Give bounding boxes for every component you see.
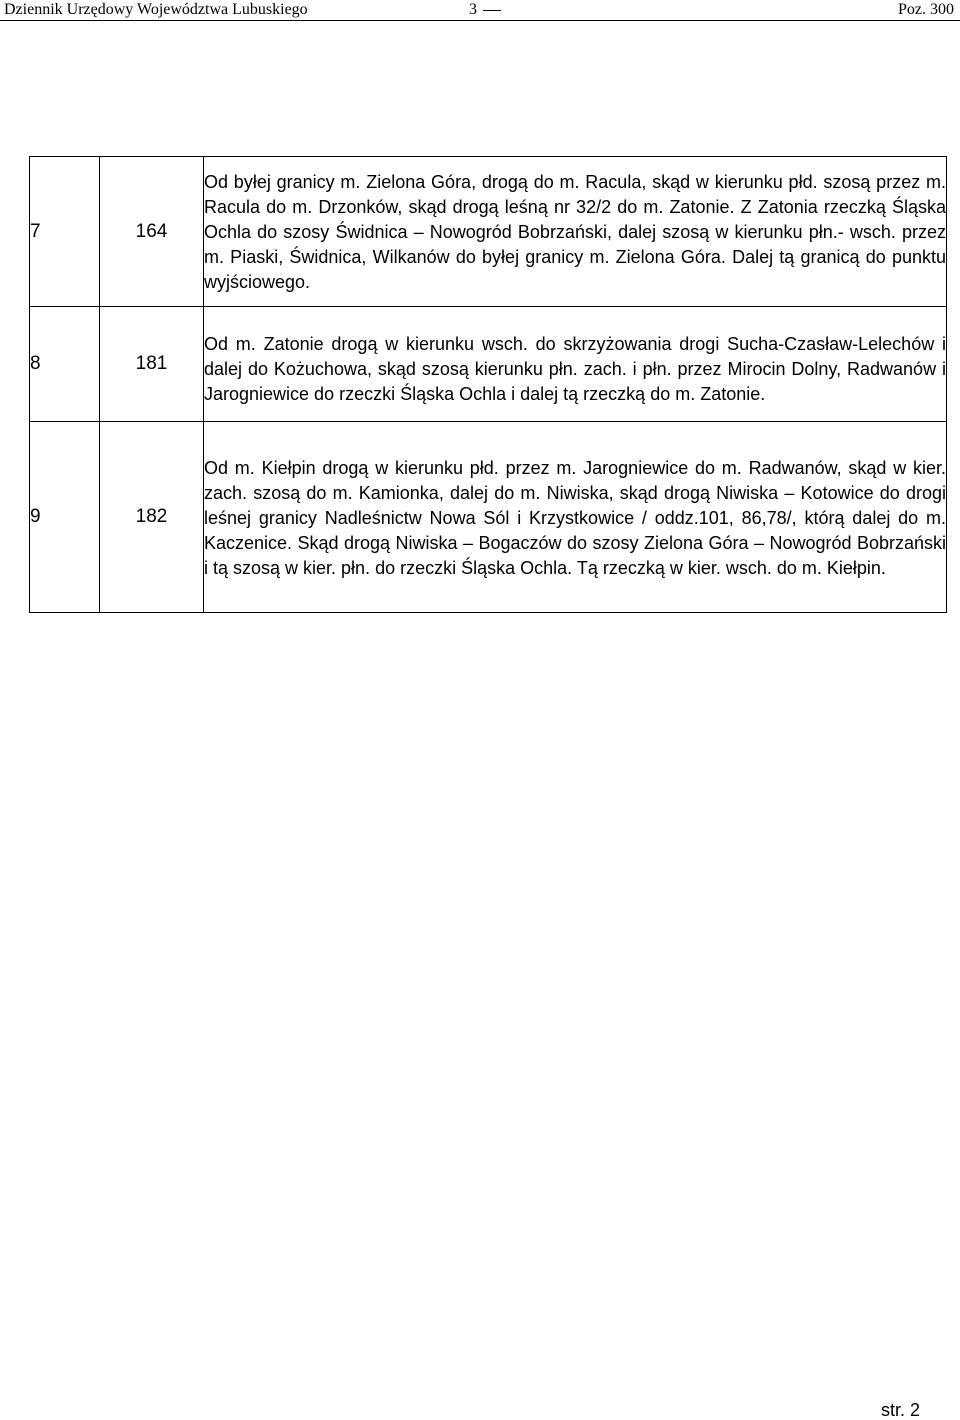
boundary-description-cell [204, 307, 947, 422]
page-footer: str. 2 [880, 1400, 920, 1420]
row-number: 8 [30, 307, 100, 422]
journal-title: Dziennik Urzędowy Województwa Lubuskiego [4, 1, 308, 18]
position-number: Poz. 300 [898, 1, 954, 18]
boundary-description: Od m. Kiełpin drogą w kierunku płd. przez m. Jarogniewice do m. Radwanów, skąd w kier. zach. szosą do m. Kamionka, dalej do m. Niwiska, skąd drogą Niwiska – Kotowice do drogi leśnej granicy Nadleśnictw Nowa Sól i Krzystkowice / oddz.101, 86,78/, którą dalej do m. Kaczenice. Skąd drogą Niwiska – Bogaczów do szosy Zielona Góra – Nowogród Bobrzański i tą szosą w kier. płn. do rzeczki Śląska Ochla. Tą rzeczką w kier. wsch. do m. Kiełpin. [204, 457, 946, 578]
district-code: 182 [100, 422, 204, 613]
header-rule [0, 20, 960, 21]
page-number: 3 [469, 1, 477, 18]
table-row [30, 422, 947, 613]
boundary-description: Od m. Zatonie drogą w kierunku wsch. do skrzyżowania drogi Sucha-Czasław-Lelechów i dalej do Kożuchowa, skąd szosą kierunku płn. zach. i płn. przez Mirocin Dolny, Radwanów i Jarogniewice do rzeczki Śląska Ochla i dalej tą rzeczką do m. Zatonie. [204, 334, 946, 404]
district-table [29, 156, 947, 613]
boundary-description-cell [204, 422, 947, 613]
row-number: 7 [30, 157, 100, 307]
boundary-description: Od byłej granicy m. Zielona Góra, drogą do m. Racula, skąd w kierunku płd. szosą przez m. Racula do m. Drzonków, skąd drogą leśną nr 32/2 do m. Zatonie. Z Zatonia rzeczką Śląska Ochla do szosy Świdnica – Nowogród Bobrzański, dalej szosą w kierunku płn.- wsch. przez m. Piaski, Świdnica, Wilkanów do byłej granicy m. Zielona Góra. Dalej tą granicą do punktu wyjściowego. [204, 171, 946, 292]
table-row [30, 157, 947, 307]
district-code: 164 [100, 157, 204, 307]
row-number: 9 [30, 422, 100, 613]
dash-divider [483, 10, 501, 11]
page-header [0, 0, 960, 19]
boundary-description-cell [204, 157, 947, 307]
district-code: 181 [100, 307, 204, 422]
page-number-header [469, 0, 501, 19]
table-row [30, 307, 947, 422]
